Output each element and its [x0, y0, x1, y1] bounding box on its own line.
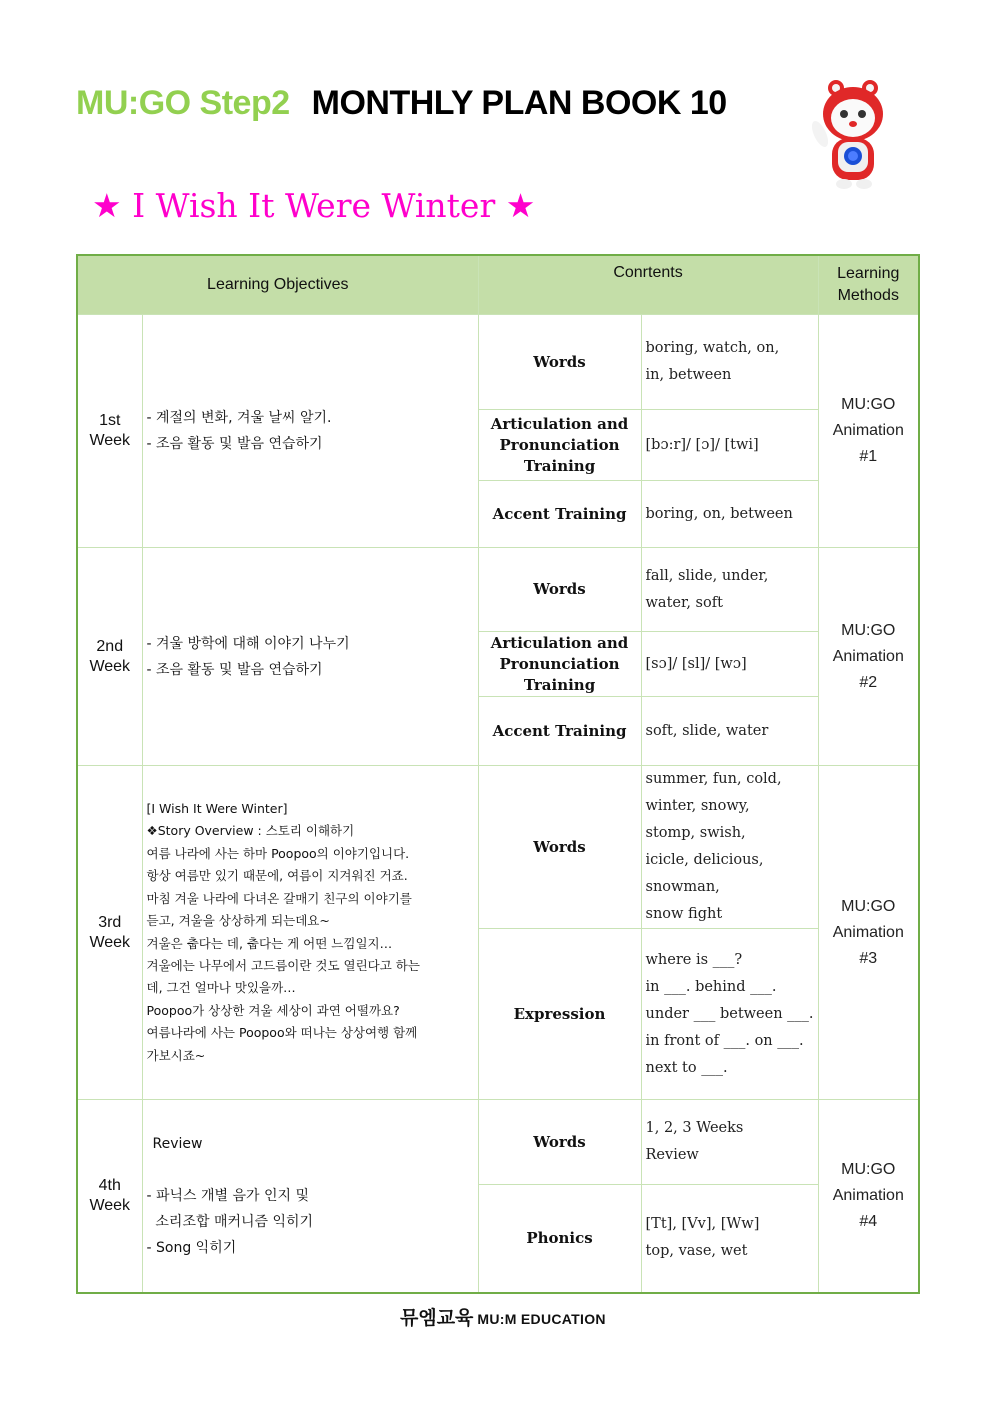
objective-line: 듣고, 겨울을 상상하게 되는데요~ — [146, 913, 330, 929]
objective-line: - 조음 활동 및 발음 연습하기 — [146, 436, 323, 452]
content-value — [641, 632, 818, 697]
method-line: MU:GO — [841, 396, 896, 413]
objective-line: 겨울에는 나무에서 고드름이란 것도 열린다고 하는 — [146, 957, 420, 973]
content-value-line: [bɔ:r]/ [ɔ]/ [twi] — [645, 436, 759, 453]
objective-line: - 겨울 방학에 대해 이야기 나누기 — [146, 635, 350, 652]
objective-line: 마침 겨울 나라에 다녀온 갈매기 친구의 이야기를 — [146, 890, 412, 906]
objective-line: 여름 나라에 사는 하마 Poopoo의 이야기입니다. — [146, 845, 410, 861]
content-label — [478, 697, 641, 766]
objective-line: Review — [152, 1135, 203, 1152]
content-value-line: next to ___. — [645, 1059, 728, 1076]
learning-method — [818, 315, 919, 548]
content-label — [478, 1185, 641, 1293]
content-label-line: Training — [523, 456, 596, 475]
content-value — [641, 548, 818, 632]
content-label — [478, 766, 641, 929]
week-label — [77, 315, 142, 548]
header-methods-line1: Learning — [837, 265, 900, 282]
footer-logo-english: MU:M EDUCATION — [477, 1311, 606, 1327]
learning-method — [818, 548, 919, 766]
content-value — [641, 410, 818, 481]
content-label — [478, 1100, 641, 1185]
content-value — [641, 697, 818, 766]
week-word: Week — [89, 432, 131, 449]
objective-line: - Song 익히기 — [146, 1239, 237, 1256]
content-value-line: water, soft — [645, 594, 723, 611]
objective-line: [I Wish It Were Winter] — [146, 801, 288, 817]
method-line: Animation — [832, 647, 904, 665]
objective-line: 항상 여름만 있기 때문에, 여름이 지겨워진 거죠. — [146, 868, 408, 884]
week-number: 1st — [99, 412, 121, 429]
content-label-line: Articulation and — [490, 633, 629, 652]
week-number: 3rd — [98, 913, 122, 931]
content-value — [641, 1100, 818, 1185]
objective-line: 가보시죠~ — [146, 1047, 206, 1063]
method-line: Animation — [832, 923, 904, 941]
content-value-line: snowman, — [645, 879, 720, 895]
content-label — [478, 548, 641, 632]
brand-title: MU:GO Step2 — [76, 84, 290, 122]
content-value-line: boring, watch, on, — [645, 340, 780, 356]
content-value-line: summer, fun, cold, — [645, 771, 782, 787]
method-line: #1 — [859, 448, 878, 465]
objective-line: 소리조합 매커니즘 익히기 — [146, 1213, 314, 1230]
objective-line: - 조음 활동 및 발음 연습하기 — [146, 661, 323, 678]
lesson-subtitle: ★ I Wish It Were Winter ★ — [92, 186, 536, 225]
table-row — [77, 548, 919, 632]
footer-logo-korean: 뮤엠교육 — [400, 1307, 474, 1329]
content-label-line: Pronunciation — [499, 435, 620, 454]
week-word: Week — [89, 1196, 131, 1214]
method-line: #3 — [859, 949, 878, 967]
table-row — [77, 1100, 919, 1185]
content-value-line: boring, on, between — [645, 505, 793, 522]
content-value — [641, 929, 818, 1100]
content-value-line: in front of ___. on ___. — [645, 1032, 804, 1049]
content-label-line: Words — [533, 352, 586, 371]
method-line: #4 — [859, 1212, 878, 1230]
objective-line: Poopoo가 상상한 겨울 세상이 과연 어떨까요? — [146, 1002, 400, 1018]
content-value-line: icicle, delicious, — [645, 852, 764, 868]
content-value-line: [sɔ]/ [sl]/ [wɔ] — [645, 655, 747, 672]
content-label-line: Accent Training — [492, 721, 627, 740]
content-label — [478, 929, 641, 1100]
content-value-line: in ___. behind ___. — [645, 978, 777, 995]
week-label — [77, 766, 142, 1100]
content-label-line: Training — [523, 675, 596, 694]
content-value — [641, 1185, 818, 1293]
week-label — [77, 548, 142, 766]
content-label — [478, 410, 641, 481]
content-value — [641, 766, 818, 929]
week-number: 4th — [98, 1176, 121, 1194]
content-label-line: Accent Training — [492, 504, 627, 523]
objective-line: ❖Story Overview : 스토리 이해하기 — [146, 823, 355, 839]
table-row — [77, 315, 919, 410]
learning-method — [818, 1100, 919, 1293]
learning-method — [818, 766, 919, 1100]
objective-line — [147, 1157, 478, 1183]
week-objectives — [142, 1100, 478, 1293]
objective-line: - 파닉스 개별 음가 인지 및 — [146, 1187, 310, 1204]
content-value-line: Review — [645, 1147, 699, 1163]
method-line: #2 — [859, 673, 878, 691]
objective-line: - 계절의 변화, 겨울 날씨 알기. — [146, 410, 332, 426]
method-line: MU:GO — [841, 897, 896, 915]
method-line: Animation — [832, 1186, 904, 1204]
content-label-line: Articulation and — [490, 414, 629, 433]
content-label-line: Words — [533, 837, 586, 856]
week-label — [77, 1100, 142, 1293]
week-word: Week — [89, 933, 131, 951]
header-methods — [818, 255, 919, 315]
content-label-line: Phonics — [526, 1228, 593, 1247]
content-label — [478, 481, 641, 548]
content-value-line: [Tt], [Vv], [Ww] — [645, 1216, 760, 1233]
content-value-line: winter, snowy, — [645, 798, 750, 814]
week-objectives — [142, 315, 478, 548]
plan-title: MONTHLY PLAN BOOK 10 — [311, 84, 727, 122]
content-value-line: 1, 2, 3 Weeks — [645, 1120, 744, 1136]
objective-line: 겨울은 춥다는 데, 춥다는 게 어떤 느낌일지… — [146, 935, 393, 951]
content-label-line: Words — [533, 580, 586, 598]
header-contents: Conrtents — [478, 255, 818, 315]
content-value-line: fall, slide, under, — [645, 567, 769, 584]
table-header-row — [77, 255, 919, 315]
week-objectives — [142, 766, 478, 1100]
footer-logo — [400, 1303, 606, 1330]
content-value — [641, 315, 818, 410]
method-line: MU:GO — [841, 1160, 896, 1178]
content-value — [641, 481, 818, 548]
content-value-line: where is ___? — [645, 951, 743, 968]
content-value-line: in, between — [645, 367, 732, 383]
content-label — [478, 315, 641, 410]
content-label — [478, 632, 641, 697]
method-line: MU:GO — [841, 621, 896, 639]
header-objectives: Learning Objectives — [77, 255, 478, 315]
content-value-line: top, vase, wet — [645, 1243, 748, 1260]
content-value-line: under ___ between ___. — [645, 1005, 814, 1022]
content-label-line: Expression — [513, 1004, 606, 1023]
content-value-line: snow fight — [645, 906, 723, 922]
page-title — [76, 84, 727, 123]
objective-line: 데, 그건 얼마나 맛있을까… — [146, 980, 296, 996]
content-value-line: soft, slide, water — [645, 722, 769, 739]
week-number: 2nd — [96, 637, 124, 655]
content-value-line: stomp, swish, — [645, 825, 746, 841]
week-objectives — [142, 548, 478, 766]
header-methods-line2: Methods — [837, 287, 899, 304]
method-line: Animation — [832, 422, 904, 439]
monthly-plan-table — [76, 254, 920, 1294]
table-row — [77, 766, 919, 929]
week-word: Week — [89, 657, 131, 675]
content-label-line: Words — [533, 1132, 586, 1151]
content-label-line: Pronunciation — [499, 654, 620, 673]
objective-line: 여름나라에 사는 Poopoo와 떠나는 상상여행 함께 — [146, 1025, 418, 1041]
mascot-icon — [808, 76, 898, 192]
